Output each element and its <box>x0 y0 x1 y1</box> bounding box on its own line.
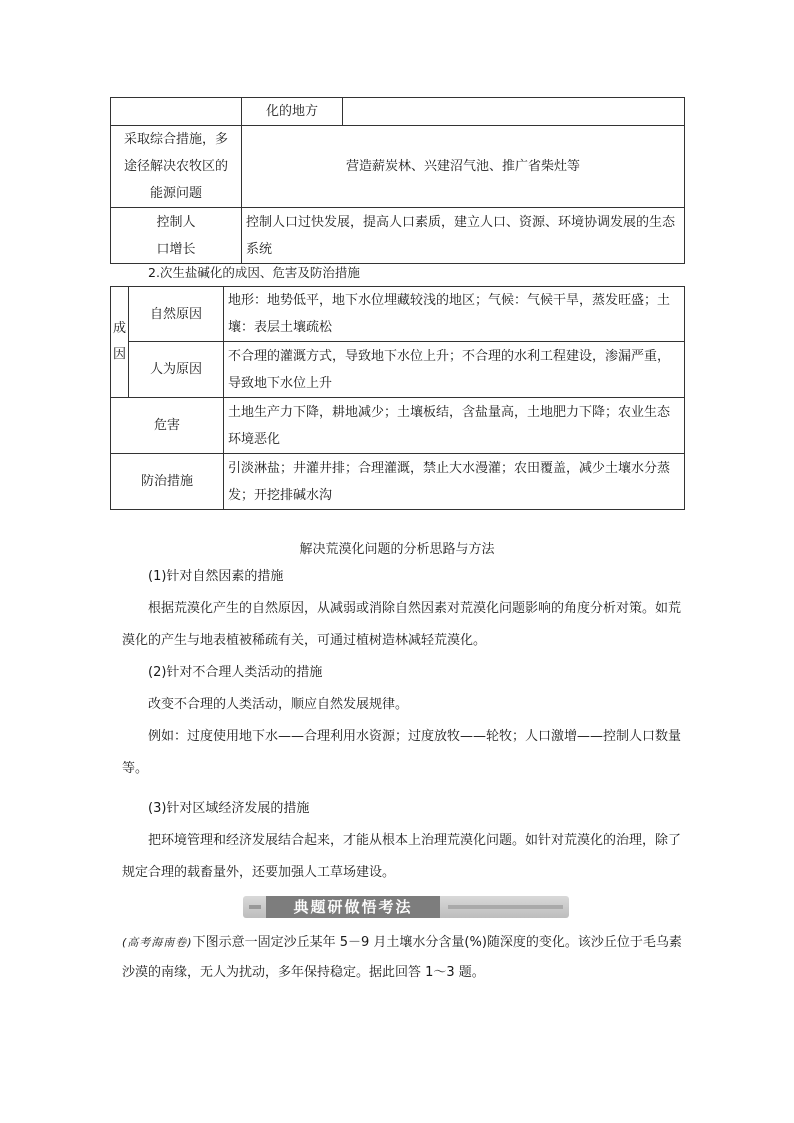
subsection-heading: 2.次生盐碱化的成因、危害及防治措施 <box>148 265 360 280</box>
human-cause-text: 不合理的灌溉方式，导致地下水位上升；不合理的水利工程建设，渗漏严重，导致地下水位上升 <box>224 342 685 398</box>
label-line: 成 <box>113 321 127 336</box>
natural-cause-text: 地形：地势低平，地下水位埋藏较浅的地区；气候：气候干旱，蒸发旺盛；土壤：表层土壤疏松 <box>224 287 685 342</box>
label-line: 因 <box>113 347 127 362</box>
table1-row-label <box>111 126 242 208</box>
label-line: 采取综合措施，多 <box>123 132 228 147</box>
table1-row-label <box>111 208 242 264</box>
table1-cell-text: 化的地方 <box>242 98 343 126</box>
method-paragraph-1: 根据荒漠化产生的自然原因，从减弱或消除自然因素对荒漠化问题影响的角度分析对策。如荒漠化的产生与地表植被稀疏有关，可通过植树造林减轻荒漠化。 <box>122 601 682 648</box>
method-heading-3: (3)针对区域经济发展的措施 <box>148 801 310 816</box>
banner-decoration <box>249 905 261 909</box>
table1-empty-cell <box>343 98 685 126</box>
harm-label: 危害 <box>111 398 224 454</box>
measures-table-continued <box>110 97 685 264</box>
method-paragraph-3: 把环境管理和经济发展结合起来，才能从根本上治理荒漠化问题。如针对荒漠化的治理，除了规定合理的载畜量外，还要加强人工草场建设。 <box>122 833 682 880</box>
salinization-table <box>110 286 685 510</box>
label-line: 途径解决农牧区的 <box>123 159 228 174</box>
prevention-label: 防治措施 <box>111 454 224 510</box>
section-title: 解决荒漠化问题的分析思路与方法 <box>299 542 495 557</box>
label-line: 口增长 <box>156 241 196 257</box>
label-line: 控制人 <box>156 214 196 230</box>
question-stem <box>122 928 687 988</box>
human-cause-label: 人为原因 <box>129 342 224 398</box>
table1-cell-text: 控制人口过快发展，提高人口素质，建立人口、资源、环境协调发展的生态系统 <box>242 208 685 264</box>
harm-text: 土地生产力下降，耕地减少；土壤板结，含盐量高，土地肥力下降；农业生态环境恶化 <box>224 398 685 454</box>
question-source: (高考海南卷) <box>122 936 193 949</box>
method-example: 例如：过度使用地下水——合理利用水资源；过度放牧——轮牧；人口激增——控制人口数量等。 <box>122 729 682 776</box>
cause-label <box>111 287 129 398</box>
table1-empty-cell <box>111 98 242 126</box>
prevention-text: 引淡淋盐；井灌井排；合理灌溉，禁止大水漫灌；农田覆盖，减少土壤水分蒸发；开挖排碱水沟 <box>224 454 685 510</box>
table1-cell-text: 营造薪炭林、兴建沼气池、推广省柴灶等 <box>242 126 685 208</box>
method-heading-2: (2)针对不合理人类活动的措施 <box>148 665 323 680</box>
natural-cause-label: 自然原因 <box>129 287 224 342</box>
question-text: 下图示意一固定沙丘某年 5－9 月土壤水分含量(%)随深度的变化。该沙丘位于毛乌素沙漠的南缘，无人为扰动，多年保持稳定。据此回答 1～3 题。 <box>122 935 682 980</box>
label-line: 能源问题 <box>149 186 202 201</box>
section-banner <box>243 896 569 918</box>
method-heading-1: (1)针对自然因素的措施 <box>148 569 284 584</box>
banner-decoration <box>448 905 563 909</box>
banner-title: 典题研做悟考法 <box>266 896 440 918</box>
method-paragraph-2: 改变不合理的人类活动，顺应自然发展规律。 <box>148 697 409 712</box>
